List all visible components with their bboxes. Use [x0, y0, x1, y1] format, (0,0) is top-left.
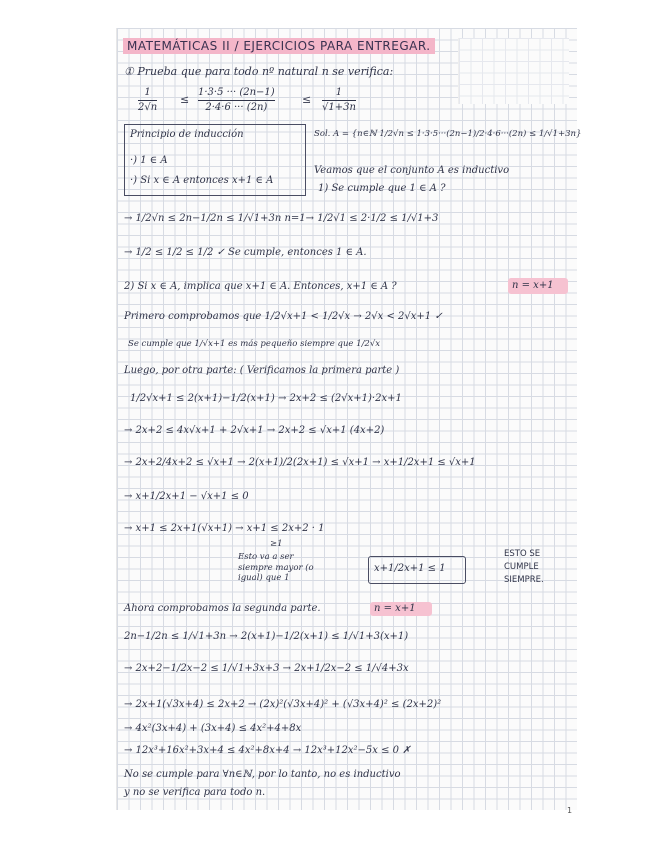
main-mid: 1·3·5 ··· (2n−1) 2·4·6 ··· (2n)	[198, 87, 275, 113]
eq3: → 2x+2/4x+2 ≤ √x+1 → 2(x+1)/2(2x+1) ≤ √x+1 → x+1/2x+1 ≤ √x+1	[124, 457, 476, 468]
boxed-result: x+1/2x+1 ≤ 1	[374, 563, 446, 574]
main-rhs: 1 √1+3n	[322, 87, 356, 113]
verify-line2: 1) Se cumple que 1 ∈ A ?	[318, 183, 446, 194]
eq5: → x+1 ≤ 2x+1(√x+1) → x+1 ≤ 2x+2 · 1	[124, 523, 325, 534]
eq6: 2n−1/2n ≤ 1/√1+3n → 2(x+1)−1/2(x+1) ≤ 1/√1+3(x+1)	[124, 631, 409, 642]
torn-corner	[458, 38, 569, 104]
note-always: Esto va a ser siempre mayor (o igual) que 1	[238, 552, 314, 584]
third-tag: n = x+1	[374, 603, 416, 614]
first-check: Primero comprobamos que 1/2√x+1 < 1/2√x → 2√x < 2√x+1 ✓	[124, 311, 443, 322]
main-lhs: 1 2√n	[138, 87, 158, 113]
note-ge1: ≥1	[270, 539, 283, 549]
eq8: → 2x+1(√3x+4) ≤ 2x+2 → (2x)²(√3x+4)² + (√3x+4)² ≤ (2x+2)²	[124, 699, 442, 710]
base-result: → 1/2 ≤ 1/2 ≤ 1/2 ✓ Se cumple, entonces 1 ∈ A.	[124, 247, 367, 258]
eq7: → 2x+2−1/2x−2 ≤ 1/√1+3x+3 → 2x+1/2x−2 ≤ 1/√4+3x	[124, 663, 409, 674]
induction-line1: ·) 1 ∈ A	[130, 155, 168, 166]
problem-statement: ① Prueba que para todo nº natural n se verifica:	[124, 65, 394, 78]
eq4: → x+1/2x+1 − √x+1 ≤ 0	[124, 491, 249, 502]
eq1: 1/2√x+1 ≤ 2(x+1)−1/2(x+1) → 2x+2 ≤ (2√x+1)·2x+1	[130, 393, 402, 404]
induction-heading: Principio de inducción	[130, 129, 244, 140]
eq2: → 2x+2 ≤ 4x√x+1 + 2√x+1 → 2x+2 ≤ √x+1 (4x+2)	[124, 425, 385, 436]
base-case: → 1/2√n ≤ 2n−1/2n ≤ 1/√1+3n n=1→ 1/2√1 ≤ 2·1/2 ≤ 1/√1+3	[124, 213, 439, 224]
page-number: 1	[567, 806, 573, 815]
induction-line2: ·) Si x ∈ A entonces x+1 ∈ A	[130, 175, 274, 186]
eq10: → 12x³+16x²+3x+4 ≤ 4x²+8x+4 → 12x³+12x²−5x ≤ 0 ✗	[124, 745, 411, 756]
side-note: ESTO SE CUMPLE SIEMPRE.	[504, 549, 544, 585]
second-intro: Luego, por otra parte: ( Verificamos la primera parte )	[124, 365, 400, 376]
first-note: Se cumple que 1/√x+1 es más pequeño siempre que 1/2√x	[128, 339, 381, 349]
set-definition: Sol. A = {n∈ℕ 1/2√n ≤ 1·3·5···(2n−1)/2·4·6···(2n) ≤ 1/√1+3n}	[314, 129, 582, 139]
eq9: → 4x²(3x+4) + (3x+4) ≤ 4x²+4+8x	[124, 723, 302, 734]
third-intro: Ahora comprobamos la segunda parte.	[124, 603, 321, 614]
step2-question: 2) Si x ∈ A, implica que x+1 ∈ A. Entonces, x+1 ∈ A ?	[124, 281, 397, 292]
step2-tag: n = x+1	[512, 280, 554, 291]
conclusion1: No se cumple para ∀n∈ℕ, por lo tanto, no es inductivo	[124, 769, 401, 780]
page-title: MATEMÁTICAS II / EJERCICIOS PARA ENTREGAR.	[123, 38, 435, 54]
verify-line1: Veamos que el conjunto A es inductivo	[314, 165, 510, 176]
conclusion2: y no se verifica para todo n.	[124, 787, 266, 798]
page: MATEMÁTICAS II / EJERCICIOS PARA ENTREGAR. ① Prueba que para todo nº natural n se verifica: 1 2√n ≤ 1·3·5 ··· (2n−1) 2·4·6 ··· (2n) ≤ 1 √1+3n Principio de inducción ·) 1 ∈ A ·) Si x ∈ A entonces x+1 ∈ A Sol. A = {n∈ℕ 1/2√n ≤ 1·3·5···(2n−1)/2·4·6···(2n) ≤ 1/√1+3n} Veamos que el conjunto A es inductivo 1) Se cumple que 1 ∈ A ? → 1/2√n ≤ 2n−1/2n ≤ 1/√1+3n n=1→ 1/2√1 ≤ 2·1/2 ≤ 1/√1+3 → 1/2 ≤ 1/2 ≤ 1/2 ✓ Se cumple, entonces 1 ∈ A. 2) Si x ∈ A, implica que x+1 ∈ A. Entonces, x+1 ∈ A ? n = x+1 Primero comprobamos que 1/2√x+1 < 1/2√x → 2√x < 2√x+1 ✓ Se cumple que 1/√x+1 es más pequeño siempre que 1/2√x Luego, por otra parte: ( Verificamos la primera parte ) 1/2√x+1 ≤ 2(x+1)−1/2(x+1) → 2x+2 ≤ (2√x+1)·2x+1 → 2x+2 ≤ 4x√x+1 + 2√x+1 → 2x+2 ≤ √x+1 (4x+2) → 2x+2/4x+2 ≤ √x+1 → 2(x+1)/2(2x+1) ≤ √x+1 → x+1/2x+1 ≤ √x+1 → x+1/2x+1 − √x+1 ≤ 0 → x+1 ≤ 2x+1(√x+1) → x+1 ≤ 2x+2 · 1 ≥1 Esto va a ser siempre mayor (o igual) que 1 x+1/2x+1 ≤ 1 ESTO SE CUMPLE SIEMPRE. Ahora comprobamos la segunda parte. n = x+1 2n−1/2n ≤ 1/√1+3n → 2(x+1)−1/2(x+1) ≤ 1/√1+3(x+1) → 2x+2−1/2x−2 ≤ 1/√1+3x+3 → 2x+1/2x−2 ≤ 1/√4+3x → 2x+1(√3x+4) ≤ 2x+2 → (2x)²(√3x+4)² + (√3x+4)² ≤ (2x+2)² → 4x²(3x+4) + (3x+4) ≤ 4x²+4+8x → 12x³+16x²+3x+4 ≤ 4x²+8x+4 → 12x³+12x²−5x ≤ 0 ✗ No se cumple para ∀n∈ℕ, por lo tanto, no es inductivo y no se verifica para todo n. 1	[0, 0, 655, 848]
